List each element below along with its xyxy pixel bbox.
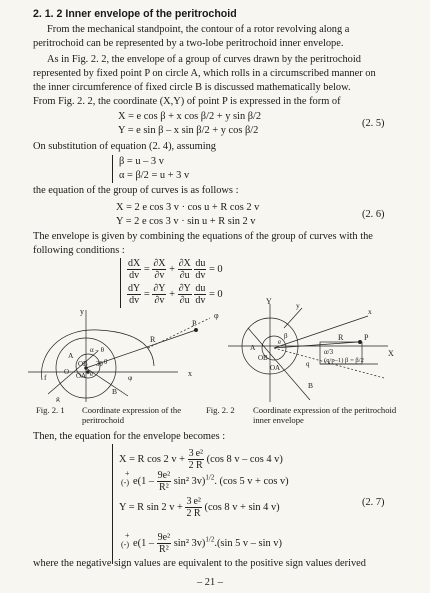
section-heading: 2. 1. 2 Inner envelope of the peritrochoid	[33, 8, 237, 20]
a-label: A	[68, 351, 74, 360]
e-label: e	[90, 370, 94, 378]
paragraph-line: From Fig. 2. 2, the coordinate (X,Y) of point P is expressed in the form of	[33, 96, 341, 107]
x-upper-label: X	[388, 349, 394, 358]
alpha-third-label: α/3	[324, 348, 334, 356]
paragraph-line: following conditions :	[33, 245, 125, 256]
r-label: R	[338, 333, 344, 342]
minus-sign: (-)	[121, 478, 129, 487]
plus-sign: +	[125, 531, 130, 540]
y-upper-label: Y	[266, 298, 272, 306]
page-number: – 21 –	[197, 577, 223, 588]
figure-caption: Coordinate expression of the peritrochoid inner envelope	[253, 405, 397, 425]
angle-label: (q/p–1) β = β/2	[324, 357, 364, 364]
e-label: e	[278, 338, 282, 346]
paragraph-line: On substitution of equation (2. 4), assuming	[33, 141, 216, 152]
equation-line: Y = 2 e cos 3 v · sin u + R sin 2 v	[116, 216, 256, 227]
b-label: B	[308, 381, 314, 390]
figure-2-2	[228, 298, 400, 402]
figure-caption: Coordinate expression of the peritrochoid	[82, 405, 182, 425]
a-label: A	[250, 343, 256, 352]
beta-label: β	[284, 332, 288, 340]
paragraph-line: Then, the equation for the envelope becomes :	[33, 431, 226, 442]
g-label: g	[56, 394, 60, 402]
equation-line: Y = e sin β – x sin β/2 + y cos β/2	[118, 125, 259, 136]
equation-number: (2. 6)	[362, 209, 385, 220]
oa-label: OA	[76, 372, 87, 380]
brace	[112, 444, 113, 564]
equation-line: α = β/2 = u + 3 v	[119, 170, 190, 181]
ob-label: OB	[258, 354, 268, 362]
y-label: y	[80, 307, 84, 316]
equation-line-x2: e(1 – $\frac{\text{9e²}}{\text{R²}}$ sin² 3v)$^{1/2}$. (cos 5 v + cos v)	[133, 470, 289, 493]
x-label: x	[188, 369, 192, 378]
figure-2-1	[28, 306, 224, 402]
brace	[120, 258, 121, 308]
equation-line: X = e cos β + x cos β/2 + y sin β/2	[118, 111, 262, 122]
condition-row-2: $\frac{dY}{dv}$ = $\frac{\partial Y}{\partial v}$ + $\frac{\partial Y}{\partial u}$ $\frac{du}{dv}$ = 0	[128, 283, 223, 306]
alpha-theta-label: α – θ	[90, 346, 105, 354]
equation-line: β = u – 3 v	[119, 156, 164, 167]
figure-caption-number: Fig. 2. 2	[206, 405, 235, 415]
paragraph-line: The envelope is given by combining the equations of the group of curves with the	[33, 231, 373, 242]
minus-sign: (-)	[121, 540, 129, 549]
paragraph-line: represented by fixed point P on circle A, which rolls in a circumscribed manner on	[33, 68, 376, 79]
paragraph-line: the equation of the group of curves is as follows :	[33, 185, 239, 196]
paragraph-line: the inner circumference of fixed circle B is discussed mathematically below.	[33, 82, 351, 93]
paragraph-line: As in Fig. 2. 2, the envelope of a group of curves drawn by the peritrochoid	[47, 54, 361, 65]
equation-line: X = 2 e cos 3 v · cos u + R cos 2 v	[116, 202, 260, 213]
brace	[112, 155, 113, 183]
equation-number: (2. 7)	[362, 497, 385, 508]
equation-line-x: X = R cos 2 v + $\frac{3}{2}$ $\frac{\text{e²}}{R}$ (cos 8 v – cos 4 v)	[119, 448, 283, 471]
o-label: O	[64, 368, 70, 376]
b-label: B	[112, 387, 118, 396]
equation-line-y: Y = R sin 2 v + $\frac{3}{2}$ $\frac{\text{e²}}{R}$ (cos 8 v + sin 4 v)	[119, 496, 280, 519]
p-label: P	[364, 333, 369, 342]
plus-sign: +	[125, 469, 130, 478]
p-label: P	[192, 319, 197, 328]
phi-label-2: φ	[128, 373, 133, 382]
equation-line-y2: e(1 – $\frac{\text{9e²}}{\text{R²}}$ sin² 3v)$^{1/2}$.(sin 5 v – sin v)	[133, 532, 282, 555]
f-label: f	[44, 373, 47, 382]
paragraph-line: where the negative sign values are equivalent to the positive sign values derived	[33, 558, 366, 569]
ob-label: OB	[78, 360, 88, 368]
condition-row-1: $\frac{dX}{dv}$ = $\frac{\partial X}{\partial v}$ + $\frac{\partial X}{\partial u}$ $\frac{du}{dv}$ = 0	[128, 258, 223, 281]
three-theta-label: 3θ	[96, 360, 103, 368]
equation-number: (2. 5)	[362, 118, 385, 129]
x-label: x	[368, 307, 372, 316]
r-label: R	[150, 335, 156, 344]
paragraph-line: From the mechanical standpoint, the contour of a rotor revolving along a	[47, 24, 350, 35]
radius-line	[274, 342, 358, 348]
oa-label: OA	[270, 364, 281, 372]
figure-caption-number: Fig. 2. 1	[36, 405, 65, 415]
y-label: y	[296, 301, 300, 310]
paragraph-line: peritrochoid can be represented by a two-lobe peritrochoid inner envelope.	[33, 38, 344, 49]
phi-label: φ	[214, 311, 219, 320]
q-label: q	[306, 360, 310, 368]
theta-label: θ	[104, 358, 108, 366]
